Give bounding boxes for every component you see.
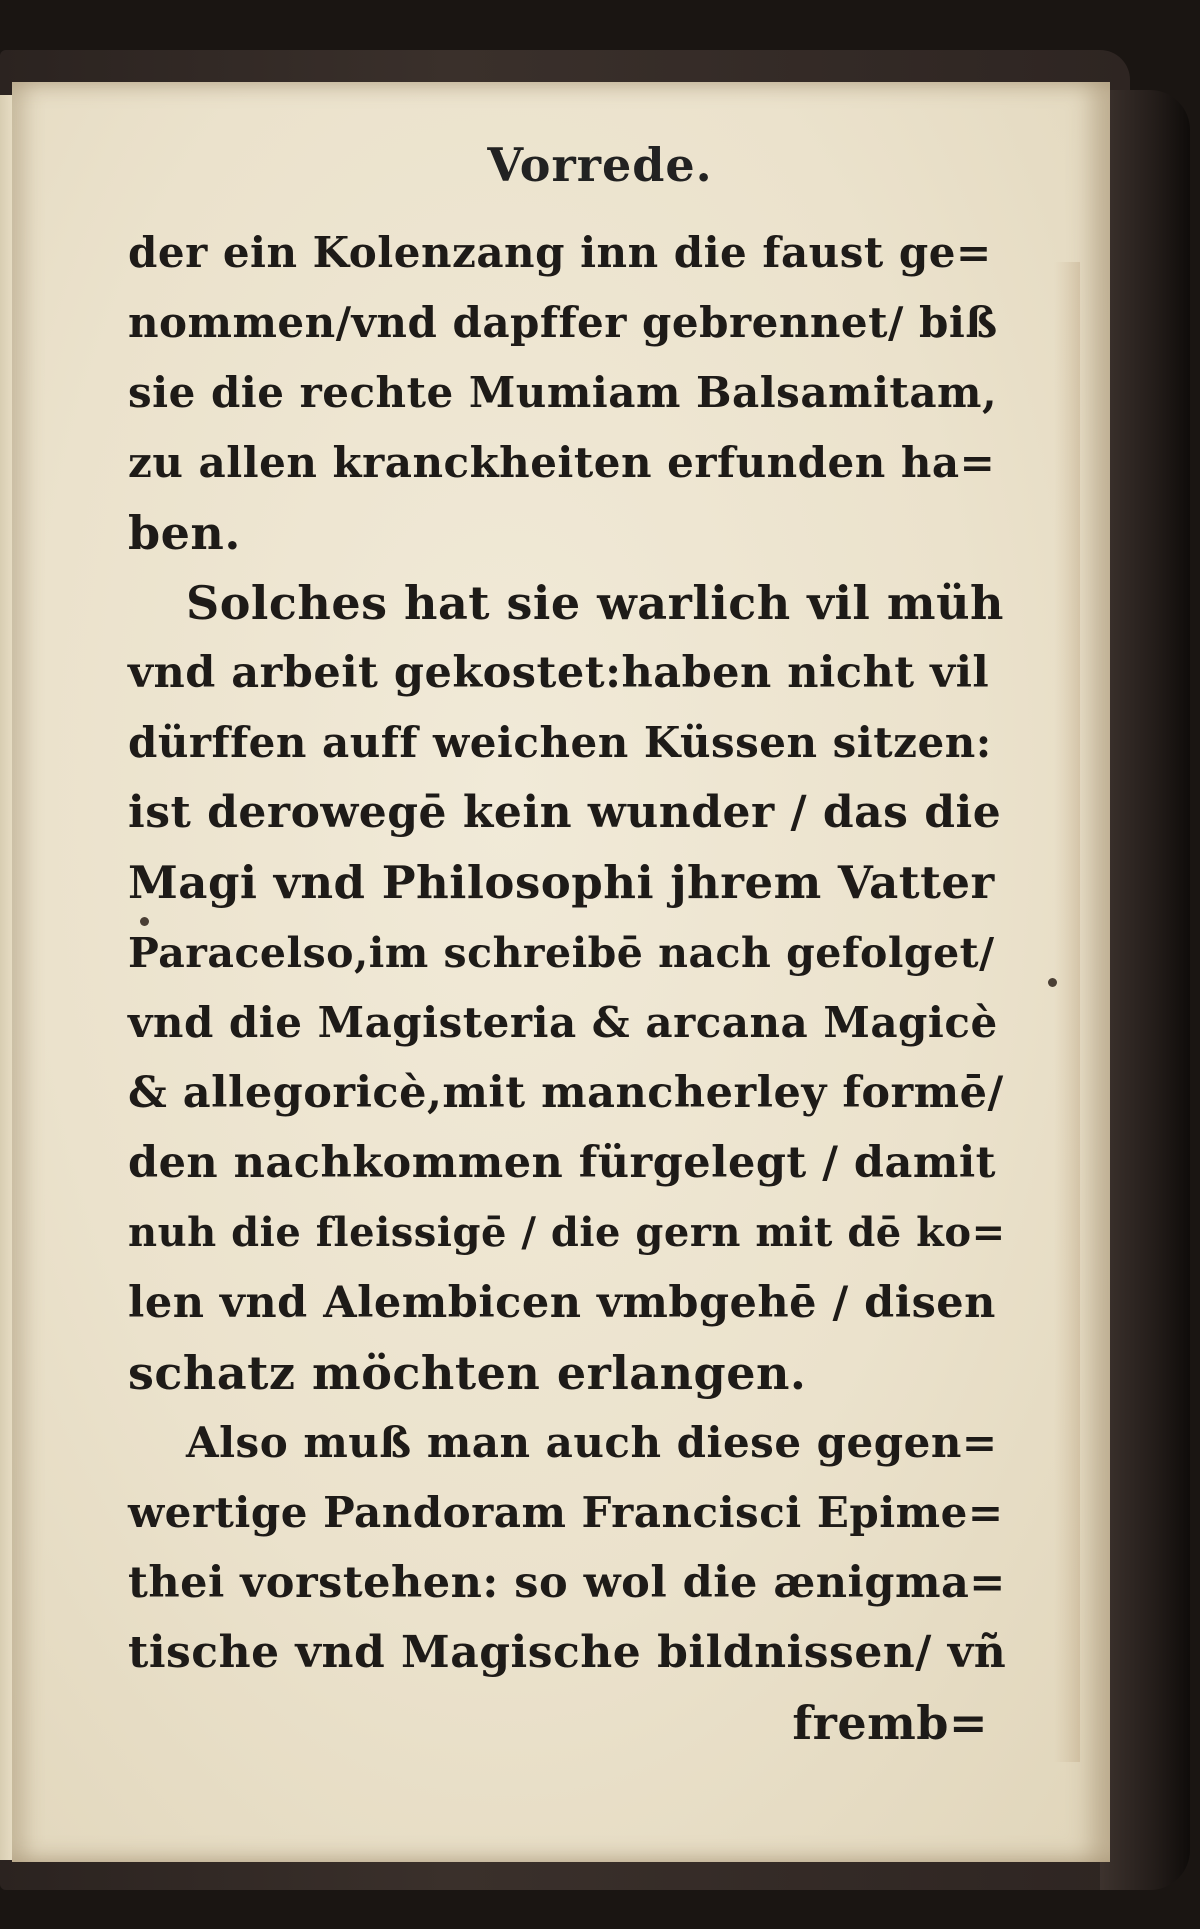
text-line: Also muß man auch diese gegen=	[186, 1418, 998, 1467]
text-line: nuh die fleissigē / die gern mit dē ko=	[128, 1209, 1006, 1256]
page-shading	[1054, 262, 1080, 1762]
text-line: ist derowegē kein wunder / das die	[128, 787, 1002, 838]
text-block	[128, 218, 1008, 1758]
text-line: vnd arbeit gekostet:haben nicht vil	[128, 648, 990, 698]
text-line: & allegoricè,mit mancherley formē/	[128, 1068, 1004, 1118]
text-line: der ein Kolenzang inn die faust ge=	[128, 228, 992, 277]
text-line: schatz möchten erlangen.	[128, 1346, 807, 1400]
text-line: tische vnd Magische bildnissen/ vñ	[128, 1627, 1007, 1678]
text-line: sie die rechte Mumiam Balsamitam,	[128, 368, 998, 417]
text-line: nommen/vnd dapffer gebrennet/ biß	[128, 298, 998, 347]
text-line: ben.	[128, 506, 241, 560]
text-line: vnd die Magisteria & arcana Magicè	[128, 998, 998, 1047]
cover-edge	[1100, 90, 1190, 1890]
text-line: den nachkommen fürgelegt / damit	[128, 1138, 997, 1188]
text-line: Solches hat sie warlich vil müh	[186, 576, 1004, 630]
margin-mark	[140, 917, 149, 926]
text-line: Paracelso,im schreibē nach gefolget/	[128, 929, 995, 977]
text-line: Magi vnd Philosophi jhrem Vatter	[128, 856, 995, 909]
text-line: len vnd Alembicen vmbgehē / disen	[128, 1278, 996, 1328]
catchword: fremb=	[792, 1696, 988, 1750]
text-line: thei vorstehen: so wol die ænigma=	[128, 1558, 1006, 1608]
text-line: zu allen kranckheiten erfunden ha=	[128, 438, 996, 487]
margin-mark	[1048, 978, 1057, 987]
running-head: Vorrede.	[487, 138, 713, 192]
text-line: dürffen auff weichen Küssen sitzen:	[128, 718, 992, 767]
text-line: wertige Pandoram Francisci Epime=	[128, 1488, 1004, 1537]
